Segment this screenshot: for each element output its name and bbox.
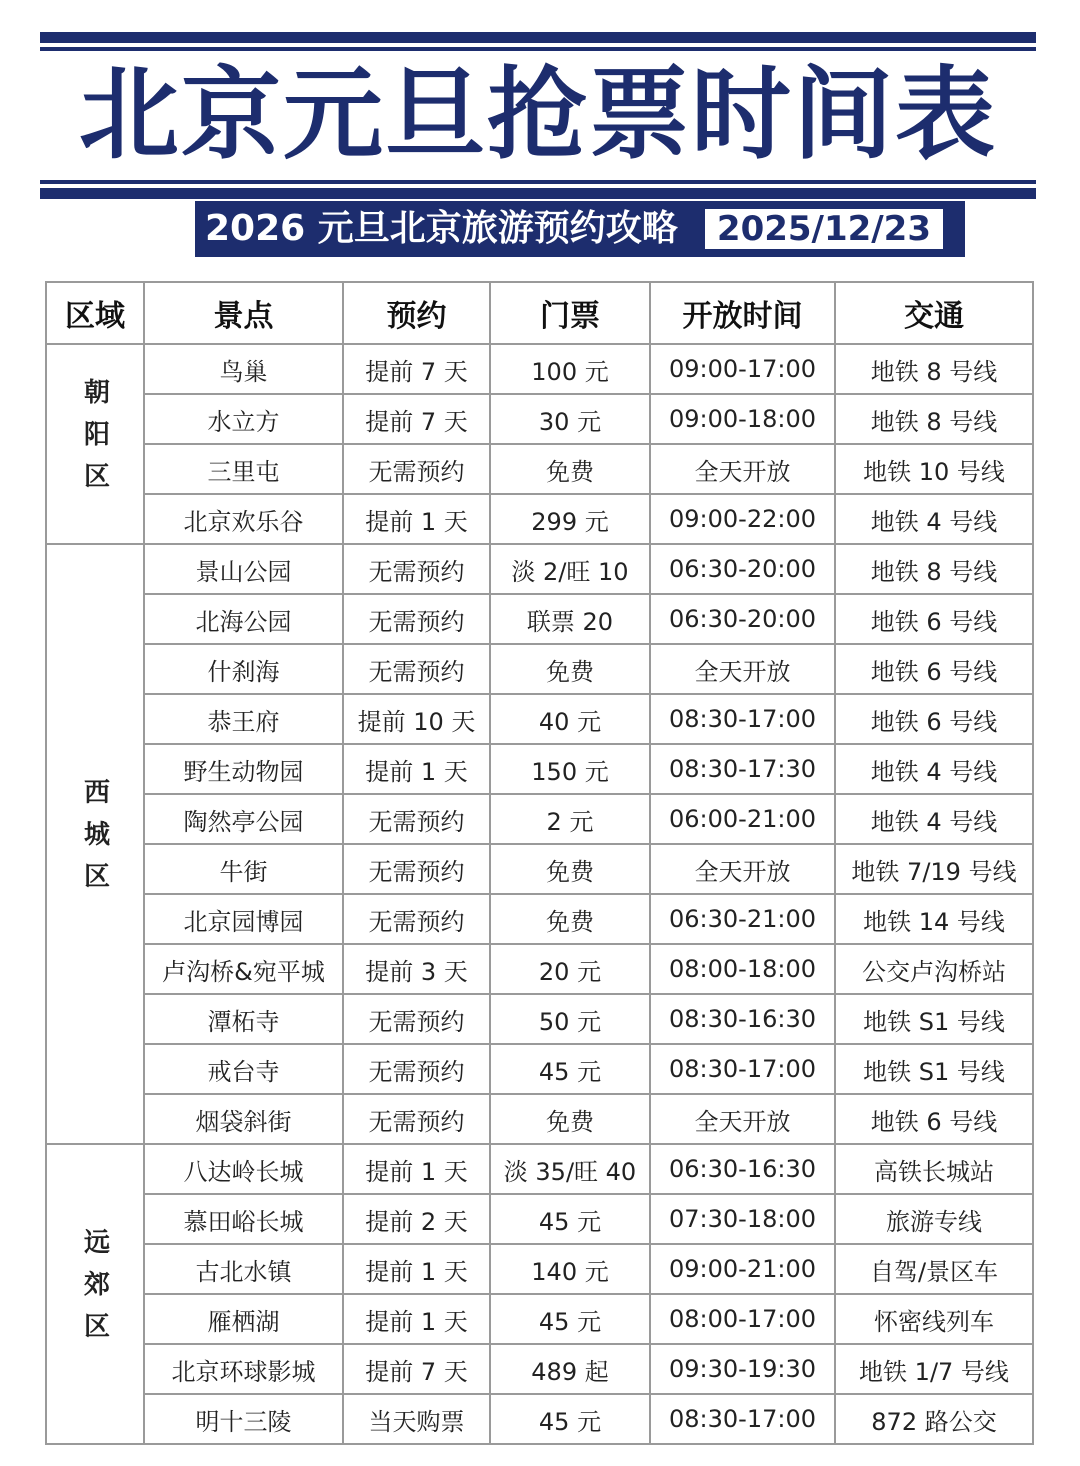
transport-cell: 地铁 8 号线 (835, 394, 1033, 444)
schedule-table (45, 281, 1034, 1445)
transport-cell: 地铁 6 号线 (835, 1094, 1033, 1144)
transport-cell: 地铁 6 号线 (835, 644, 1033, 694)
attraction-cell: 卢沟桥&宛平城 (144, 944, 343, 994)
reservation-cell: 无需预约 (343, 544, 490, 594)
ticket-cell: 45 元 (490, 1194, 650, 1244)
attraction-cell: 三里屯 (144, 444, 343, 494)
column-header: 门票 (490, 282, 650, 344)
ticket-cell: 45 元 (490, 1294, 650, 1344)
table-row (46, 1194, 1033, 1244)
ticket-cell: 40 元 (490, 694, 650, 744)
column-header: 交通 (835, 282, 1033, 344)
ticket-cell: 免费 (490, 1094, 650, 1144)
transport-cell: 怀密线列车 (835, 1294, 1033, 1344)
hours-cell: 08:30-17:00 (650, 1394, 835, 1444)
zone-label: 远郊区 (79, 1228, 110, 1354)
transport-cell: 地铁 4 号线 (835, 494, 1033, 544)
reservation-cell: 提前 2 天 (343, 1194, 490, 1244)
ticket-cell: 20 元 (490, 944, 650, 994)
attraction-cell: 鸟巢 (144, 344, 343, 394)
reservation-cell: 无需预约 (343, 594, 490, 644)
hours-cell: 07:30-18:00 (650, 1194, 835, 1244)
subtitle: 2026 元旦北京旅游预约攻略 (205, 208, 678, 249)
reservation-cell: 提前 7 天 (343, 394, 490, 444)
attraction-cell: 北京环球影城 (144, 1344, 343, 1394)
attraction-cell: 烟袋斜街 (144, 1094, 343, 1144)
hours-cell: 全天开放 (650, 1094, 835, 1144)
transport-cell: 地铁 S1 号线 (835, 1044, 1033, 1094)
table-row (46, 944, 1033, 994)
top-stripe-thick (40, 32, 1036, 43)
ticket-cell: 299 元 (490, 494, 650, 544)
hours-cell: 09:00-17:00 (650, 344, 835, 394)
reservation-cell: 提前 7 天 (343, 344, 490, 394)
hours-cell: 09:00-22:00 (650, 494, 835, 544)
attraction-cell: 北京欢乐谷 (144, 494, 343, 544)
table-row (46, 344, 1033, 394)
transport-cell: 872 路公交 (835, 1394, 1033, 1444)
table-row (46, 1294, 1033, 1344)
column-header: 区域 (46, 282, 144, 344)
reservation-cell: 无需预约 (343, 644, 490, 694)
zone-label: 西城区 (79, 778, 110, 904)
ticket-cell: 联票 20 (490, 594, 650, 644)
ticket-cell: 30 元 (490, 394, 650, 444)
table-header-row (46, 282, 1033, 344)
reservation-cell: 提前 10 天 (343, 694, 490, 744)
table-row (46, 1344, 1033, 1394)
ticket-cell: 2 元 (490, 794, 650, 844)
table-row (46, 994, 1033, 1044)
bottom-stripe-thin (40, 180, 1036, 184)
hours-cell: 09:00-21:00 (650, 1244, 835, 1294)
page-title: 北京元旦抢票时间表 (79, 56, 997, 173)
zone-cell (46, 544, 144, 1144)
transport-cell: 公交卢沟桥站 (835, 944, 1033, 994)
ticket-cell: 45 元 (490, 1394, 650, 1444)
transport-cell: 地铁 8 号线 (835, 344, 1033, 394)
hours-cell: 08:30-17:00 (650, 694, 835, 744)
hours-cell: 09:30-19:30 (650, 1344, 835, 1394)
attraction-cell: 恭王府 (144, 694, 343, 744)
hours-cell: 06:30-20:00 (650, 594, 835, 644)
transport-cell: 地铁 7/19 号线 (835, 844, 1033, 894)
table-row (46, 744, 1033, 794)
reservation-cell: 无需预约 (343, 844, 490, 894)
reservation-cell: 无需预约 (343, 894, 490, 944)
transport-cell: 地铁 1/7 号线 (835, 1344, 1033, 1394)
attraction-cell: 野生动物园 (144, 744, 343, 794)
transport-cell: 高铁长城站 (835, 1144, 1033, 1194)
ticket-cell: 免费 (490, 444, 650, 494)
table-row (46, 844, 1033, 894)
attraction-cell: 牛街 (144, 844, 343, 894)
column-header: 开放时间 (650, 282, 835, 344)
hours-cell: 08:00-17:00 (650, 1294, 835, 1344)
attraction-cell: 雁栖湖 (144, 1294, 343, 1344)
table-row (46, 1394, 1033, 1444)
ticket-cell: 45 元 (490, 1044, 650, 1094)
table-row (46, 494, 1033, 544)
transport-cell: 自驾/景区车 (835, 1244, 1033, 1294)
column-header: 预约 (343, 282, 490, 344)
hours-cell: 08:30-17:30 (650, 744, 835, 794)
zone-cell (46, 344, 144, 544)
ticket-cell: 489 起 (490, 1344, 650, 1394)
ticket-cell: 免费 (490, 644, 650, 694)
ticket-cell: 50 元 (490, 994, 650, 1044)
ticket-cell: 150 元 (490, 744, 650, 794)
reservation-cell: 无需预约 (343, 444, 490, 494)
reservation-cell: 提前 1 天 (343, 1244, 490, 1294)
attraction-cell: 水立方 (144, 394, 343, 444)
subtitle-bar (195, 201, 965, 257)
bottom-stripe-thick (40, 188, 1036, 199)
reservation-cell: 无需预约 (343, 994, 490, 1044)
transport-cell: 地铁 6 号线 (835, 694, 1033, 744)
reservation-cell: 当天购票 (343, 1394, 490, 1444)
table-body (46, 344, 1033, 1444)
hours-cell: 06:00-21:00 (650, 794, 835, 844)
reservation-cell: 提前 1 天 (343, 1144, 490, 1194)
attraction-cell: 慕田峪长城 (144, 1194, 343, 1244)
attraction-cell: 陶然亭公园 (144, 794, 343, 844)
table-row (46, 694, 1033, 744)
attraction-cell: 古北水镇 (144, 1244, 343, 1294)
transport-cell: 地铁 10 号线 (835, 444, 1033, 494)
table-row (46, 594, 1033, 644)
ticket-cell: 100 元 (490, 344, 650, 394)
hours-cell: 08:00-18:00 (650, 944, 835, 994)
hours-cell: 06:30-16:30 (650, 1144, 835, 1194)
attraction-cell: 八达岭长城 (144, 1144, 343, 1194)
attraction-cell: 戒台寺 (144, 1044, 343, 1094)
hours-cell: 全天开放 (650, 844, 835, 894)
ticket-cell: 淡 35/旺 40 (490, 1144, 650, 1194)
table-row (46, 1144, 1033, 1194)
attraction-cell: 北海公园 (144, 594, 343, 644)
transport-cell: 地铁 14 号线 (835, 894, 1033, 944)
reservation-cell: 提前 1 天 (343, 494, 490, 544)
ticket-cell: 免费 (490, 844, 650, 894)
ticket-cell: 140 元 (490, 1244, 650, 1294)
transport-cell: 地铁 4 号线 (835, 794, 1033, 844)
reservation-cell: 提前 1 天 (343, 1294, 490, 1344)
reservation-cell: 无需预约 (343, 1094, 490, 1144)
hours-cell: 06:30-20:00 (650, 544, 835, 594)
table-row (46, 794, 1033, 844)
attraction-cell: 什刹海 (144, 644, 343, 694)
top-stripe-thin (40, 47, 1036, 51)
table-row (46, 1094, 1033, 1144)
transport-cell: 地铁 S1 号线 (835, 994, 1033, 1044)
transport-cell: 地铁 8 号线 (835, 544, 1033, 594)
transport-cell: 地铁 6 号线 (835, 594, 1033, 644)
hours-cell: 08:30-16:30 (650, 994, 835, 1044)
hours-cell: 09:00-18:00 (650, 394, 835, 444)
attraction-cell: 明十三陵 (144, 1394, 343, 1444)
date-badge: 2025/12/23 (705, 209, 943, 249)
zone-cell (46, 1144, 144, 1444)
attraction-cell: 潭柘寺 (144, 994, 343, 1044)
table-row (46, 394, 1033, 444)
hours-cell: 08:30-17:00 (650, 1044, 835, 1094)
hours-cell: 全天开放 (650, 644, 835, 694)
hours-cell: 全天开放 (650, 444, 835, 494)
reservation-cell: 提前 3 天 (343, 944, 490, 994)
table-row (46, 444, 1033, 494)
reservation-cell: 提前 1 天 (343, 744, 490, 794)
transport-cell: 地铁 4 号线 (835, 744, 1033, 794)
reservation-cell: 提前 7 天 (343, 1344, 490, 1394)
table-row (46, 1044, 1033, 1094)
attraction-cell: 景山公园 (144, 544, 343, 594)
reservation-cell: 无需预约 (343, 1044, 490, 1094)
ticket-cell: 淡 2/旺 10 (490, 544, 650, 594)
table-row (46, 644, 1033, 694)
table-row (46, 544, 1033, 594)
attraction-cell: 北京园博园 (144, 894, 343, 944)
hours-cell: 06:30-21:00 (650, 894, 835, 944)
table-row (46, 894, 1033, 944)
zone-label: 朝阳区 (79, 378, 110, 504)
column-header: 景点 (144, 282, 343, 344)
reservation-cell: 无需预约 (343, 794, 490, 844)
table-row (46, 1244, 1033, 1294)
ticket-cell: 免费 (490, 894, 650, 944)
transport-cell: 旅游专线 (835, 1194, 1033, 1244)
